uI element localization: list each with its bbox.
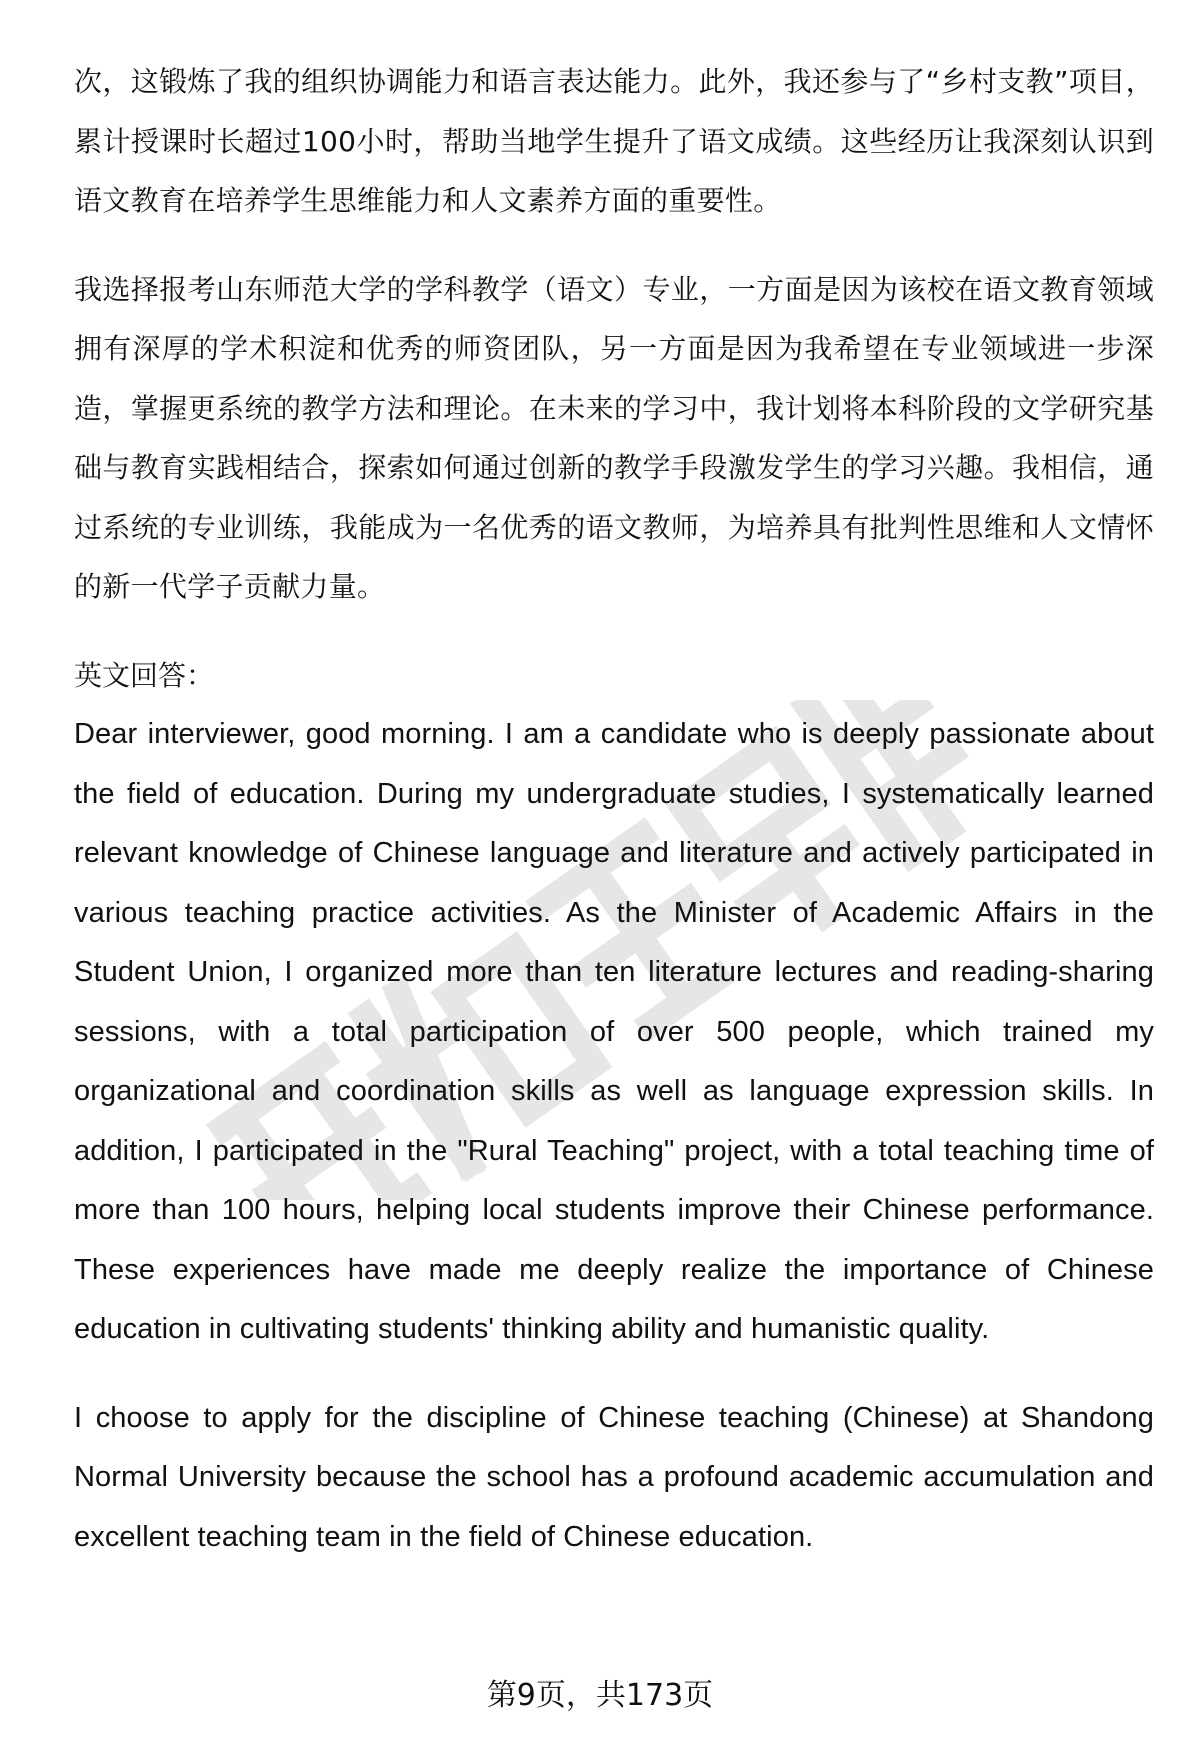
english-answer-label: 英文回答：: [74, 658, 215, 692]
paragraph-zh-2: 我选择报考山东师范大学的学科教学（语文）专业，一方面是因为该校在语文教育领域拥有深厚的学术积淀和优秀的师资团队，另一方面是因为我希望在专业领域进一步深造，掌握更系统的教学方法和理论。在未来的学习中，我计划将本科阶段的文学研究基础与教育实践相结合，探索如何通过创新的教学手段激发学生的学习兴趣。我相信，通过系统的专业训练，我能成为一名优秀的语文教师，为培养具有批判性思维和人文情怀的新一代学子贡献力量。: [74, 272, 1154, 603]
document-page: [74, 52, 1154, 1596]
paragraph-zh-1: 次，这锻炼了我的组织协调能力和语言表达能力。此外，我还参与了“乡村支教”项目，累计授课时长超过100小时，帮助当地学生提升了语文成绩。这些经历让我深刻认识到语文教育在培养学生思维能力和人文素养方面的重要性。: [74, 65, 1154, 217]
page-number-footer: 第9页，共173页: [486, 1678, 714, 1713]
paragraph-en-1: Dear interviewer, good morning. I am a candidate who is deeply passionate about the field of education. During my undergraduate studies, I systematically learned relevant knowledge of Chinese language and literature and actively participated in various teaching practice activities. As the Minister of Academic Affairs in the Student Union, I organized more than ten literature lectures and reading-sharing sessions, with a total participation of over 500 people, which trained my organizational and coordination skills as well as language expression skills. In addition, I participated in the "Rural Teaching" project, with a total teaching time of more than 100 hours, helping local students improve their Chinese performance. These experiences have made me deeply realize the importance of Chinese education in cultivating students' thinking ability and humanistic quality.: [74, 718, 1154, 1345]
paragraph-en-2: I choose to apply for the discipline of Chinese teaching (Chinese) at Shandong Normal University because the school has a profound academic accumulation and excellent teaching team in the field of Chinese education.: [74, 1401, 1154, 1553]
